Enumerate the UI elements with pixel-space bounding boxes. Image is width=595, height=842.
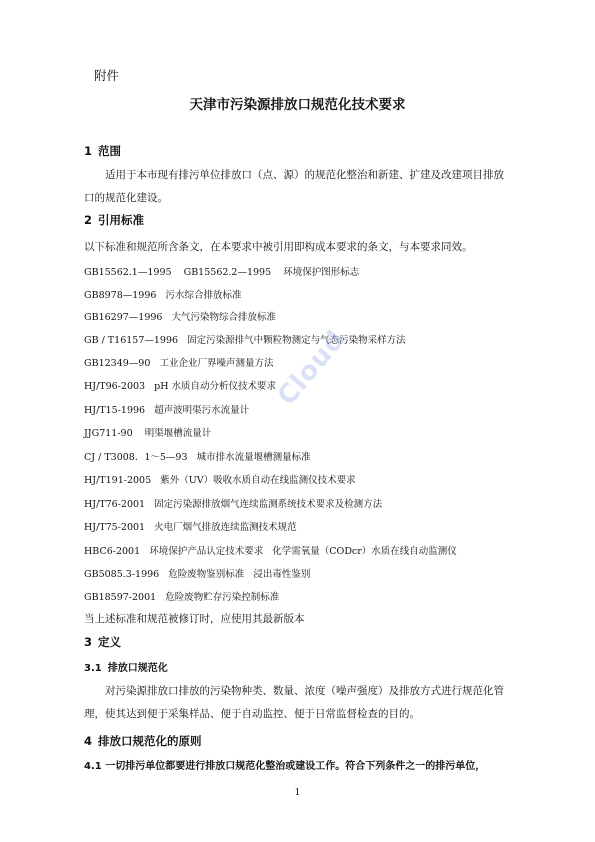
section-2-outro: 当上述标准和规范被修订时，应使用其最新版本 [84,613,305,625]
attachment-label: 附件 [94,68,120,83]
subsection-title: 排放口规范化 [107,663,168,674]
section-number: 3 [84,635,93,649]
subsection-number: 3.1 [84,663,102,674]
standard-item: GB / T16157—1996 固定污染源排气中颗粒物测定与气态污染物采样方法 [84,335,406,346]
subsection-3-1-heading [84,659,168,674]
standard-item: HJ/T96-2003 pH 水质自动分析仪技术要求 [84,381,277,392]
section-number: 2 [84,213,93,227]
standard-item: HBC6-2001 环境保护产品认定技术要求 化学需氧量（CODcr）水质在线自动监测仪 [84,546,457,557]
standard-item: GB12349—90 工业企业厂界噪声测量方法 [84,358,274,369]
section-3-heading [84,634,121,650]
section-2-intro: 以下标准和规范所含条文，在本要求中被引用即构成本要求的条文，与本要求同效。 [84,241,473,253]
section-1-heading [84,143,121,159]
section-4-heading [84,733,202,749]
standard-item: GB15562.1—1995 GB15562.2—1995 环境保护图形标志 [84,267,360,278]
section-4-text: 4.1 一切排污单位都要进行排放口规范化整治或建设工作。符合下列条件之一的排污单位， [84,761,486,772]
section-title: 范围 [98,144,122,158]
standard-item: HJ/T75-2001 火电厂烟气排放连续监测技术规范 [84,522,297,533]
section-1-text: 适用于本市现有排污单位排放口（点、源）的规范化整治和新建、扩建及改建项目排放口的规范化建设。 [84,169,504,204]
standard-item: HJ/T76-2001 固定污染源排放烟气连续监测系统技术要求及检测方法 [84,499,383,510]
standard-item: GB5085.3-1996 危险废物鉴别标准 浸出毒性鉴别 [84,569,311,580]
standard-item: JJG711-90 明渠堰槽流量计 [84,428,212,439]
page-number: 1 [294,788,301,798]
standard-item: HJ/T15-1996 超声波明渠污水流量计 [84,405,250,416]
section-number: 1 [84,144,93,158]
standard-item: HJ/T191-2005 紫外（UV）吸收水质自动在线监测仪技术要求 [84,475,356,486]
standard-item: CJ / T3008．1～5—93 城市排水流量堰槽测量标准 [84,452,311,463]
document-title: 天津市污染源排放口规范化技术要求 [189,97,406,113]
section-title: 定义 [98,635,122,649]
section-title: 排放口规范化的原则 [98,734,202,748]
section-number: 4 [84,734,93,748]
section-2-heading [84,212,144,228]
standard-item: GB16297—1996 大气污染物综合排放标准 [84,312,277,323]
standard-item: GB8978—1996 污水综合排放标准 [84,290,242,301]
watermark-logo: Cloud [272,324,352,412]
section-title: 引用标准 [98,213,145,227]
standard-item: GB18597-2001 危险废物贮存污染控制标准 [84,592,280,603]
section-3-text: 对污染源排放口排放的污染物种类、数量、浓度（噪声强度）及排放方式进行规范化管理，使其达到便于采集样品、便于自动监控、便于日常监督检查的目的。 [84,685,504,720]
